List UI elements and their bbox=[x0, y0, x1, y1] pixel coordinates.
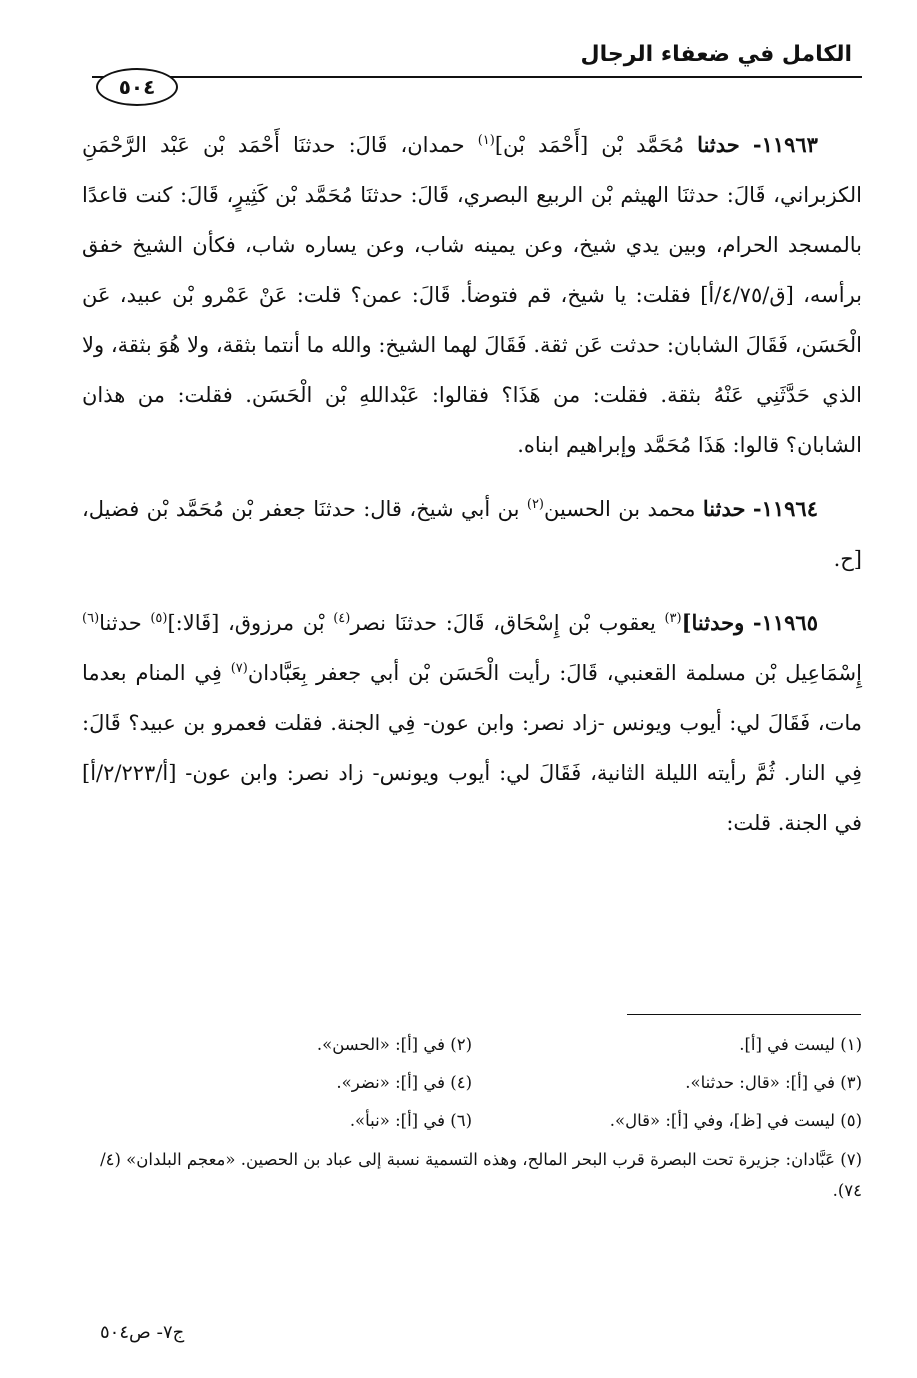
footnote-ref[interactable]: (٤) bbox=[333, 611, 351, 626]
footnote-3: (٣) في [أ]: «قال: حدثنا». bbox=[685, 1073, 862, 1092]
footnote-ref[interactable]: (٦) bbox=[82, 611, 100, 626]
footnote-1: (١) ليست في [أ]. bbox=[739, 1035, 862, 1054]
footnote-2: (٢) في [أ]: «الحسن». bbox=[316, 1035, 472, 1054]
entry-11964 bbox=[82, 484, 862, 584]
footnote-row bbox=[82, 1064, 862, 1102]
entry-text: بن أبي شيخ، قال: حدثنَا جعفر بْن مُحَمَّد بْن فضيل، [ح. bbox=[82, 497, 862, 571]
entry-text: فِي المنام بعدما مات، فَقَالَ لي: أيوب ويونس -زاد نصر: وابن عون- فِي الجنة. فقلت فعمرو بن عبيد؟ قَالَ: فِي النار. ثُمَّ رأيته الليلة الثانية، فَقَالَ لي: أيوب ويونس- زاد نصر: وابن عون- [أ/٢/٢٢٣/أ] في الجنة. قلت: bbox=[82, 661, 862, 835]
entry-lead: حدثنا bbox=[697, 132, 740, 157]
entry-segment: حدثنا bbox=[99, 611, 142, 635]
main-text bbox=[82, 120, 862, 862]
footnote-7: (٧) عَبَّادان: جزيرة تحت البصرة قرب البحر المالح، وهذه التسمية نسبة إلى عباد بن الحصين. «معجم البلدان» (٤/ ٧٤). bbox=[100, 1150, 862, 1200]
entry-segment: يعقوب بْن إِسْحَاق، قَالَ: حدثنَا نصر bbox=[350, 611, 656, 635]
entry-lead: وحدثنا] bbox=[681, 610, 745, 635]
footnotes bbox=[82, 1026, 862, 1206]
footnote-ref[interactable]: (٥) bbox=[150, 611, 168, 626]
page-header bbox=[92, 20, 862, 112]
entry-number: ١١٩٦٣- bbox=[752, 132, 818, 157]
page-number-badge: ٥٠٤ bbox=[96, 68, 178, 106]
footnote-6: (٦) في [أ]: «نبأ». bbox=[349, 1111, 472, 1130]
footnote-ref[interactable]: (٣) bbox=[664, 611, 682, 626]
footnote-ref[interactable]: (٧) bbox=[230, 661, 248, 676]
footnote-4: (٤) في [أ]: «نضر». bbox=[336, 1073, 472, 1092]
entry-segment: مُحَمَّد بْن [أَحْمَد بْن] bbox=[494, 133, 685, 157]
footnote-5: (٥) ليست في [ظ]، وفي [أ]: «قال». bbox=[609, 1111, 862, 1130]
footnote-ref[interactable]: (١) bbox=[477, 133, 495, 148]
footnote-ref[interactable]: (٢) bbox=[526, 497, 544, 512]
entry-segment: بْن مرزوق، [قَالا:] bbox=[167, 611, 325, 635]
entry-segment: محمد بن الحسين bbox=[544, 497, 696, 521]
entry-lead: حدثنا bbox=[702, 496, 746, 521]
footnote-row bbox=[82, 1026, 862, 1064]
footnote-row bbox=[82, 1102, 862, 1140]
entry-11963 bbox=[82, 120, 862, 470]
entry-segment: إِسْمَاعِيل بْن مسلمة القعنبي، قَالَ: رأيت الْحَسَن بْن أبي جعفر بِعَبَّادان bbox=[247, 661, 862, 685]
entry-number: ١١٩٦٥- bbox=[752, 610, 818, 635]
entry-11965 bbox=[82, 598, 862, 848]
page-code: ج٧- ص٥٠٤ bbox=[100, 1322, 185, 1343]
header-rule bbox=[92, 76, 862, 78]
entry-text: حمدان، قَالَ: حدثنَا أَحْمَد بْن عَبْد الرَّحْمَنِ الكزبراني، قَالَ: حدثنَا الهيثم بْن الربيع البصري، قَالَ: حدثنَا مُحَمَّد بْن كَثِيرٍ، قَالَ: كنت قاعدًا بالمسجد الحرام، وبين يدي شيخ، وعن يمينه شاب، وعن يساره شاب، فكأن الشيخ خفق برأسه، [ق/٤/٧٥/أ] فقلت: يا شيخ، قم فتوضأ. قَالَ: عمن؟ قلت: عَنْ عَمْرو بْن عبيد، عَن الْحَسَن، فَقَالَ الشابان: حدثت عَن ثقة. فَقَالَ لهما الشيخ: والله ما أنتما بثقة، ولا هُوَ بثقة، ولا الذي حَدَّثَنِي عَنْهُ بثقة. فقلت: من هَذَا؟ فقالوا: عَبْداللهِ بْن الْحَسَن. فقلت: من هذان الشابان؟ قالوا: هَذَا مُحَمَّد وإبراهيم ابناه. bbox=[82, 133, 862, 457]
footnote-rule bbox=[627, 1014, 861, 1015]
running-title: الكامل في ضعفاء الرجال bbox=[580, 42, 852, 67]
entry-number: ١١٩٦٤- bbox=[752, 496, 818, 521]
